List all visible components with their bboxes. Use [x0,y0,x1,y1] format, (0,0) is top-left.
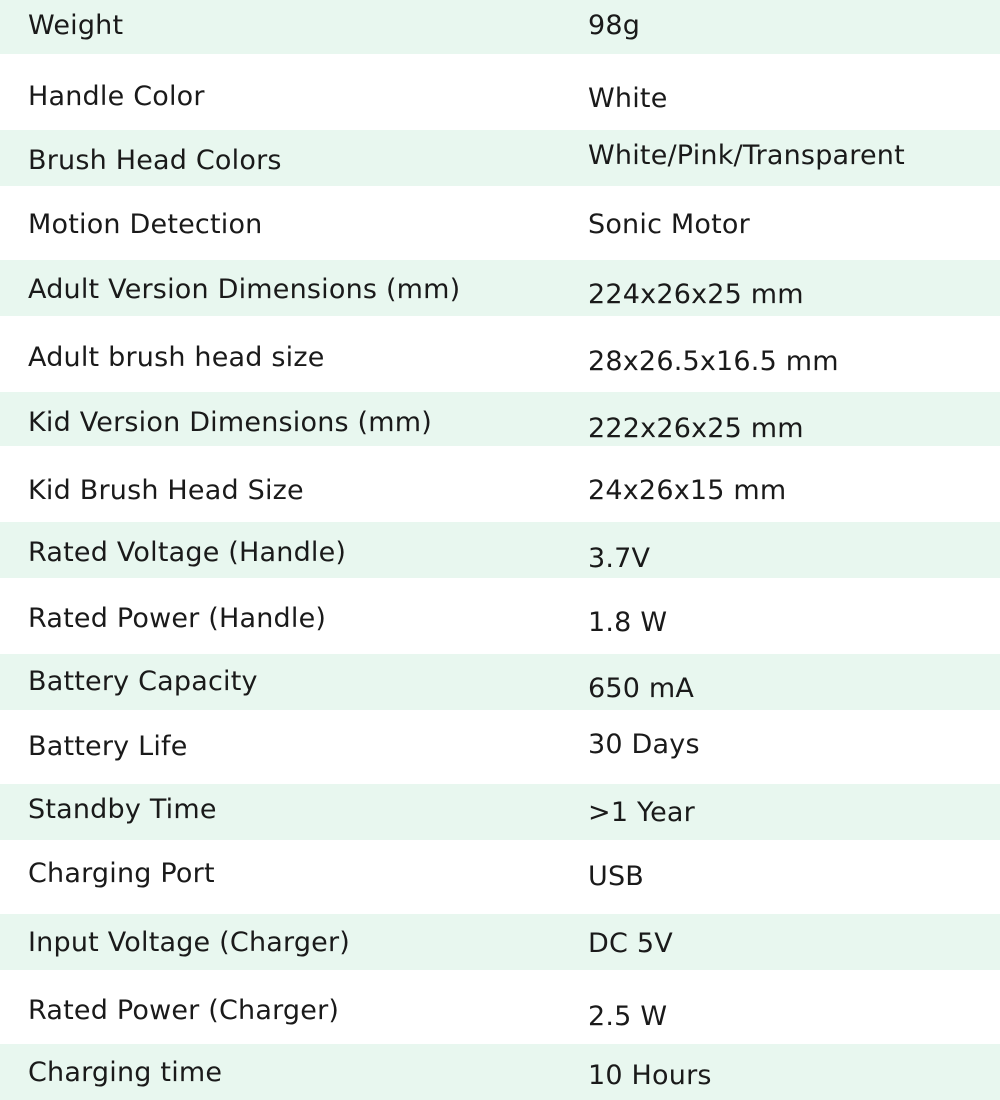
spec-label: Rated Power (Handle) [28,603,327,634]
spec-value: 98g [588,10,641,41]
table-row [0,0,1000,54]
table-row [0,840,1000,914]
spec-value: White/Pink/Transparent [588,140,905,171]
spec-label: Brush Head Colors [28,145,282,176]
spec-value: 28x26.5x16.5 mm [588,346,839,377]
table-row [0,970,1000,1044]
table-row [0,654,1000,710]
spec-value: 3.7V [588,543,651,574]
table-row [0,392,1000,446]
spec-label: Battery Capacity [28,666,258,697]
spec-label: Adult brush head size [28,342,325,373]
spec-label: Rated Voltage (Handle) [28,537,347,568]
table-row [0,784,1000,840]
table-row [0,54,1000,130]
spec-value: USB [588,861,645,892]
spec-label: Motion Detection [28,209,263,240]
spec-value: 224x26x25 mm [588,279,804,310]
spec-label: Charging Port [28,858,215,889]
spec-label: Battery Life [28,731,188,762]
table-row [0,578,1000,654]
spec-value: 30 Days [588,729,700,760]
table-row [0,186,1000,260]
spec-label: Standby Time [28,794,217,825]
table-row [0,446,1000,522]
table-row [0,260,1000,316]
table-row [0,316,1000,392]
spec-value: 2.5 W [588,1001,668,1032]
spec-label: Handle Color [28,81,205,112]
spec-label: Charging time [28,1057,223,1088]
spec-value: 1.8 W [588,607,668,638]
spec-value: 222x26x25 mm [588,413,804,444]
spec-value: 10 Hours [588,1060,712,1091]
spec-value: Sonic Motor [588,209,750,240]
spec-value: DC 5V [588,928,673,959]
spec-label: Kid Version Dimensions (mm) [28,407,433,438]
spec-value: 650 mA [588,673,695,704]
table-row [0,914,1000,970]
spec-label: Input Voltage (Charger) [28,927,351,958]
spec-label: Rated Power (Charger) [28,995,340,1026]
spec-value: >1 Year [588,797,695,828]
table-row [0,1044,1000,1100]
spec-value: 24x26x15 mm [588,475,787,506]
spec-value: White [588,83,668,114]
table-row [0,130,1000,186]
table-row [0,522,1000,578]
table-row [0,710,1000,784]
spec-label: Adult Version Dimensions (mm) [28,274,461,305]
spec-label: Kid Brush Head Size [28,475,304,506]
spec-label: Weight [28,10,124,41]
